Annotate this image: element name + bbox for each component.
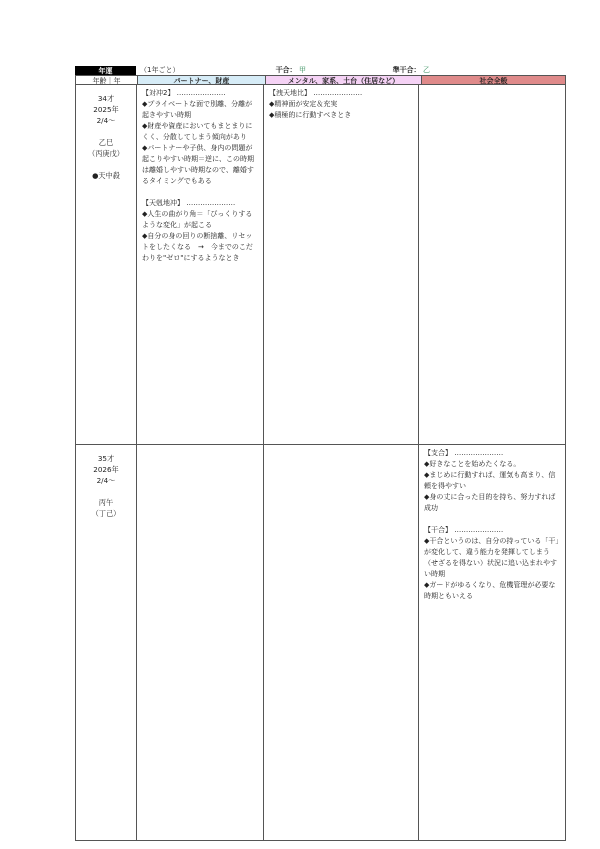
bullet: ◆好きなことを始めたくなる。 (424, 460, 521, 468)
kango (214, 66, 310, 75)
column-header-partner: パートナー、財産 (138, 76, 266, 84)
social-cell (419, 445, 565, 840)
column-header-social: 社会全般 (422, 76, 565, 84)
year-info (76, 85, 137, 444)
partner-cell (137, 85, 264, 444)
year-info (76, 445, 137, 840)
age: 35才 (97, 454, 115, 463)
social-cell (419, 85, 565, 444)
mental-cell (264, 445, 419, 840)
jun-kango-value: 乙 (423, 66, 430, 74)
bullet: ◆身の丈に合った目的を持ち、努力すれば成功 (424, 493, 556, 512)
bullet: ◆精神面が安定＆充実 (269, 100, 338, 108)
bullet: ◆自分の身の回りの断捨離、リセットをしたくなる → 今までのこだわりを"ゼロ"にするようなとき (142, 232, 253, 262)
bullet: ◆財産や資産においてもまとまりにくく、分散してしまう傾向があり (142, 122, 253, 141)
zokan: （丙庚戊） (88, 149, 124, 158)
bullet: ◆干合というのは、自分の持っている「干」が変化して、違う能力を発揮してしまう（せざるを得ない）状況に追い込まれやすい時期 (424, 537, 559, 578)
fortune-sheet (75, 66, 566, 841)
bullet: ◆人生の曲がり角＝「びっくりするような変化」が起こる (142, 210, 253, 229)
zokan: （丁己） (91, 509, 121, 518)
jun-kango-label: 準干合： (392, 66, 421, 74)
nenun-label: 年運 (75, 66, 136, 75)
mental-cell (264, 85, 419, 444)
section-title: 【天剋地冲】 ………………… (142, 199, 236, 207)
partner-cell (137, 445, 264, 840)
section-title: 【支合】 ………………… (424, 449, 504, 457)
tenchusatsu-note: ●天中殺 (92, 171, 120, 180)
section-title: 【対冲2】 ………………… (142, 89, 226, 97)
column-header-row (75, 75, 566, 85)
kango-label: 干合： (275, 66, 297, 74)
bullet: ◆パートナーや子供、身内の問題が起こりやすい時期＝逆に、この時期は離婚しやすい時期なので、離婚するタイミングでもある (142, 144, 254, 185)
kanshi: 丙午 (98, 498, 114, 507)
bullet: ◆積極的に行動すべきとき (269, 111, 352, 119)
start-date: 2/4～ (96, 476, 116, 485)
kanshi: 乙巳 (98, 138, 114, 147)
year: 2025年 (93, 105, 119, 114)
bullet: ◆ガードがゆるくなり、危機管理が必要な時期ともいえる (424, 581, 556, 600)
section-title: 【干合】 ………………… (424, 526, 504, 534)
column-header-age: 年齢｜年 (76, 76, 138, 84)
age: 34才 (97, 94, 115, 103)
column-header-mental: メンタル、家系、土台（住居など） (266, 76, 422, 84)
year-row (75, 445, 566, 841)
sheet-header (75, 66, 566, 75)
year: 2026年 (93, 465, 119, 474)
section-title: 【洩天地比】 ………………… (269, 89, 363, 97)
kango-value: 甲 (299, 66, 306, 74)
nenun-note: （1年ごと） (140, 66, 180, 74)
year-row (75, 85, 566, 445)
jun-kango (310, 66, 434, 75)
start-date: 2/4～ (96, 116, 116, 125)
bullet: ◆まじめに行動すれば、運気も高まり、信頼を得やすい (424, 471, 556, 490)
bullet: ◆プライベートな面で別離、分離が起きやすい時期 (142, 100, 253, 119)
